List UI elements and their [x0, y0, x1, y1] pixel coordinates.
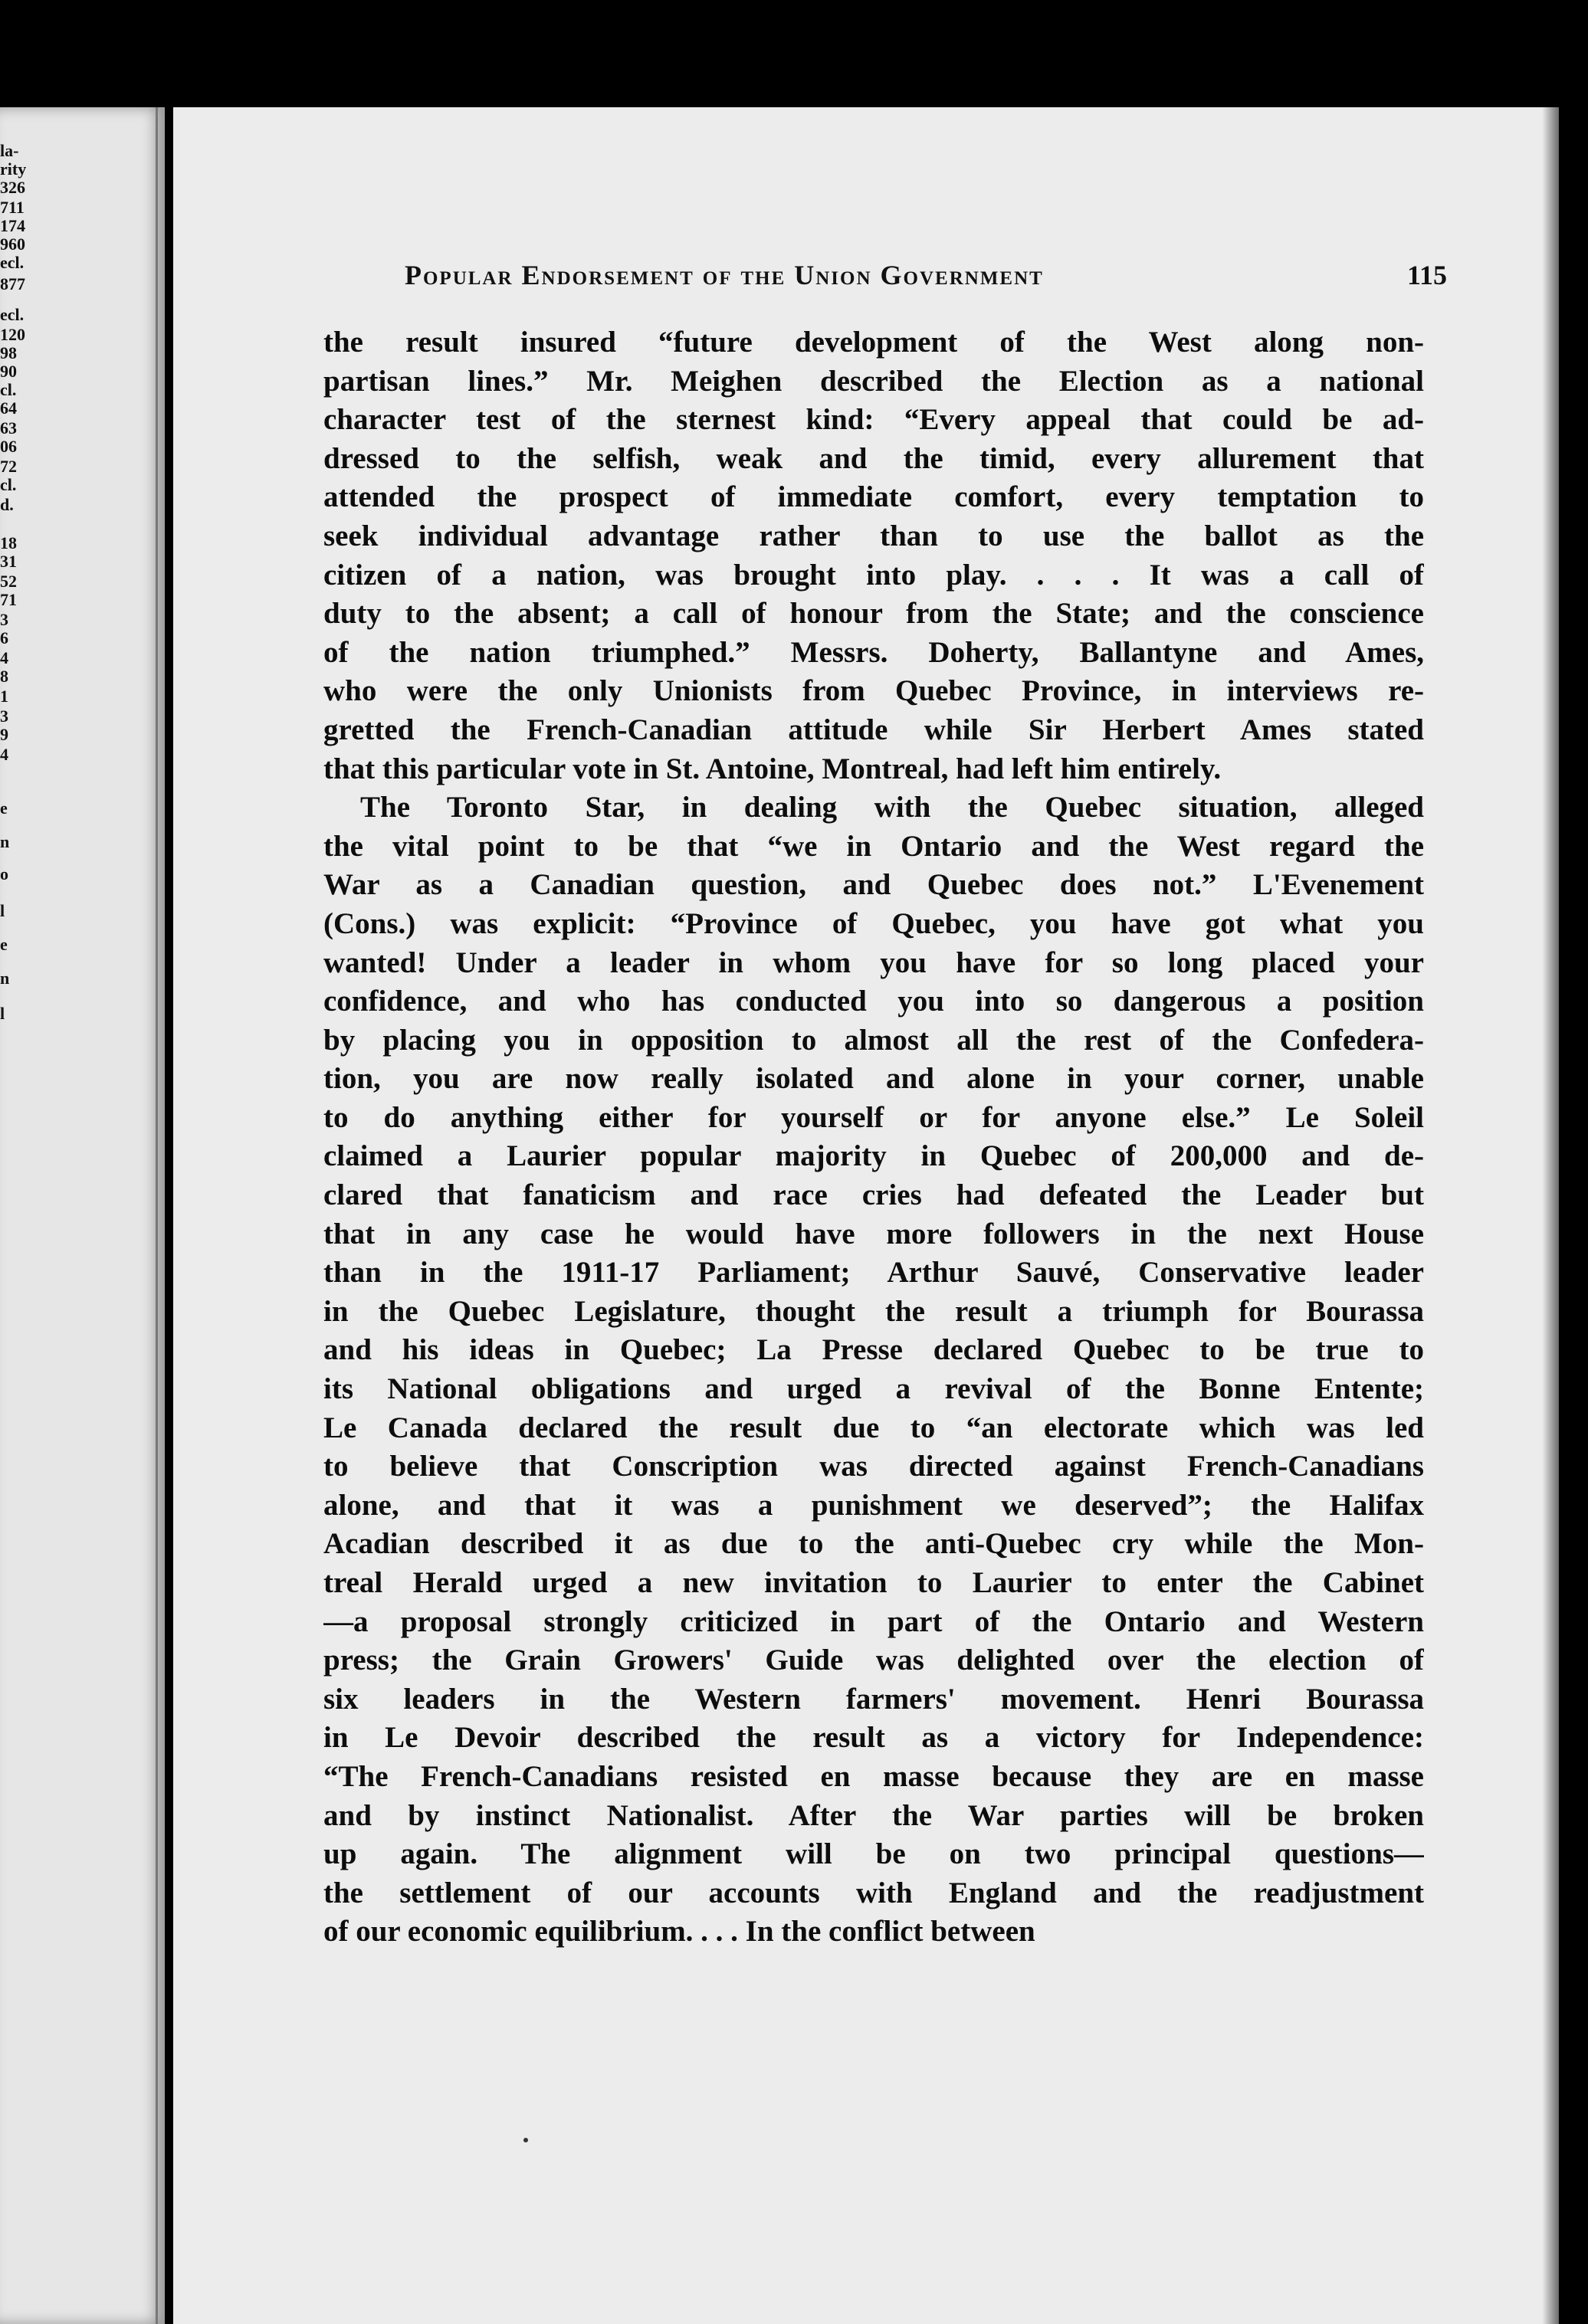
facing-page-fragment: 1 — [0, 687, 8, 706]
text-line: seek individual advantage rather than to use the ballot as the — [323, 519, 1424, 552]
book-page — [173, 107, 1559, 2324]
facing-page-fragment: l — [0, 901, 5, 920]
text-line: to believe that Conscription was directed against French-Canadians — [323, 1450, 1424, 1483]
body-text — [323, 323, 1424, 1952]
text-line: that in any case he would have more followers in the next House — [323, 1217, 1424, 1251]
facing-page-fragment: 4 — [0, 648, 8, 667]
text-line: The Toronto Star, in dealing with the Quebec situation, alleged — [360, 791, 1424, 824]
text-line: treal Herald urged a new invitation to Laurier to enter the Cabinet — [323, 1566, 1424, 1599]
text-line: partisan lines.” Mr. Meighen described the Election as a national — [323, 364, 1424, 398]
facing-page-fragment: cl. — [0, 475, 17, 494]
facing-page-fragment: 31 — [0, 552, 17, 571]
facing-page-fragment: 3 — [0, 706, 8, 726]
facing-page-fragment: 120 — [0, 325, 25, 344]
text-line: who were the only Unionists from Quebec Province, in interviews re- — [323, 674, 1424, 708]
facing-page-fragment: 90 — [0, 362, 17, 381]
facing-page-edge — [0, 107, 165, 2324]
facing-page-fragment: 98 — [0, 343, 17, 362]
text-line: “The French-Canadians resisted en masse because they are en masse — [323, 1759, 1424, 1793]
facing-page-fragment: 71 — [0, 590, 17, 609]
text-line: claimed a Laurier popular majority in Quebec of 200,000 and de- — [323, 1139, 1424, 1173]
text-line: the result insured “future development of the West along non- — [323, 326, 1424, 359]
page-number: 115 — [1406, 260, 1447, 290]
text-line: that this particular vote in St. Antoine, Montreal, had left him entirely. — [323, 752, 1222, 785]
facing-page-fragment: o — [0, 864, 8, 883]
text-line: wanted! Under a leader in whom you have for so long placed your — [323, 946, 1424, 979]
text-line: Le Canada declared the result due to “an electorate which was led — [323, 1411, 1424, 1444]
text-line: in Le Devoir described the result as a victory for Independence: — [323, 1721, 1424, 1755]
text-line: character test of the sternest kind: “Every appeal that could be ad- — [323, 403, 1424, 437]
facing-page-fragment: n — [0, 969, 10, 988]
text-line: dressed to the selfish, weak and the timid, every allurement that — [323, 441, 1424, 475]
facing-page-fragment: 960 — [0, 234, 25, 254]
text-line: and by instinct Nationalist. After the War parties will be broken — [323, 1798, 1424, 1832]
text-line: than in the 1911-17 Parliament; Arthur Sauvé, Conservative leader — [323, 1256, 1424, 1290]
page-gutter-rule — [156, 107, 158, 2324]
text-line: gretted the French-Canadian attitude while Sir Herbert Ames stated — [323, 713, 1424, 746]
facing-page-fragment: l — [0, 1004, 5, 1023]
facing-page-fragment: ecl. — [0, 305, 25, 324]
facing-page-fragment: cl. — [0, 380, 17, 399]
running-header — [405, 259, 1447, 297]
text-line: tion, you are now really isolated and alone in your corner, unable — [323, 1062, 1424, 1096]
facing-page-fragment: 9 — [0, 725, 8, 744]
running-title: Popular Endorsement of the Union Government — [405, 260, 1044, 290]
text-line: six leaders in the Western farmers' movement. Henri Bourassa — [323, 1682, 1424, 1716]
text-line: Acadian described it as due to the anti-Quebec cry while the Mon- — [323, 1527, 1424, 1561]
text-line: clared that fanaticism and race cries had defeated the Leader but — [323, 1178, 1424, 1212]
facing-page-fragment: 6 — [0, 628, 8, 647]
facing-page-fragment: e — [0, 798, 8, 818]
ink-speck — [523, 2138, 528, 2142]
facing-page-fragment: rity — [0, 159, 27, 179]
facing-page-fragment: la- — [0, 141, 19, 160]
facing-page-fragment: 64 — [0, 398, 17, 418]
text-line: up again. The alignment will be on two principal questions— — [323, 1837, 1424, 1871]
facing-page-fragment: n — [0, 832, 10, 851]
text-line: the settlement of our accounts with England and the readjustment — [323, 1876, 1424, 1909]
text-line: by placing you in opposition to almost all the rest of the Confedera- — [323, 1023, 1424, 1057]
text-line: to do anything either for yourself or for anyone else.” Le Soleil — [323, 1100, 1424, 1134]
facing-page-fragment: 63 — [0, 418, 17, 438]
facing-page-fragment: 8 — [0, 667, 8, 686]
text-line: citizen of a nation, was brought into play. . . . It was a call of — [323, 558, 1424, 592]
text-line: of our economic equilibrium. . . . In the conflict between — [323, 1915, 1035, 1949]
text-line: press; the Grain Growers' Guide was delighted over the election of — [323, 1644, 1424, 1677]
facing-page-fragment: 72 — [0, 457, 17, 476]
text-line: in the Quebec Legislature, thought the result a triumph for Bourassa — [323, 1294, 1424, 1328]
text-line: and his ideas in Quebec; La Presse declared Quebec to be true to — [323, 1333, 1424, 1367]
facing-page-fragment: 877 — [0, 274, 25, 293]
facing-page-fragment: ecl. — [0, 253, 25, 272]
text-line: attended the prospect of immediate comfort, every temptation to — [323, 480, 1424, 514]
text-line: alone, and that it was a punishment we deserved”; the Halifax — [323, 1488, 1424, 1522]
facing-page-fragment: 52 — [0, 572, 17, 591]
facing-page-fragment: 711 — [0, 198, 25, 217]
text-line: —a proposal strongly criticized in part of the Ontario and Western — [323, 1605, 1424, 1638]
text-line: its National obligations and urged a revival of the Bonne Entente; — [323, 1372, 1424, 1406]
facing-page-fragment: d. — [0, 495, 14, 514]
facing-page-fragment: 3 — [0, 610, 8, 629]
page-edge-shadow — [1542, 107, 1559, 2324]
text-line: confidence, and who has conducted you into so dangerous a position — [323, 985, 1424, 1018]
text-line: the vital point to be that “we in Ontario and the West regard the — [323, 829, 1424, 863]
text-line: of the nation triumphed.” Messrs. Doherty, Ballantyne and Ames, — [323, 635, 1424, 669]
facing-page-fragment: 18 — [0, 533, 17, 552]
facing-page-fragment: 174 — [0, 216, 25, 235]
facing-page-fragment: 326 — [0, 178, 25, 197]
facing-page-fragment: e — [0, 935, 8, 954]
text-line: (Cons.) was explicit: “Province of Quebec, you have got what you — [323, 906, 1424, 940]
text-line: duty to the absent; a call of honour from the State; and the conscience — [323, 597, 1424, 631]
text-line: War as a Canadian question, and Quebec does not.” L'Evenement — [323, 868, 1424, 902]
facing-page-fragment: 4 — [0, 745, 8, 764]
facing-page-fragment: 06 — [0, 437, 17, 456]
